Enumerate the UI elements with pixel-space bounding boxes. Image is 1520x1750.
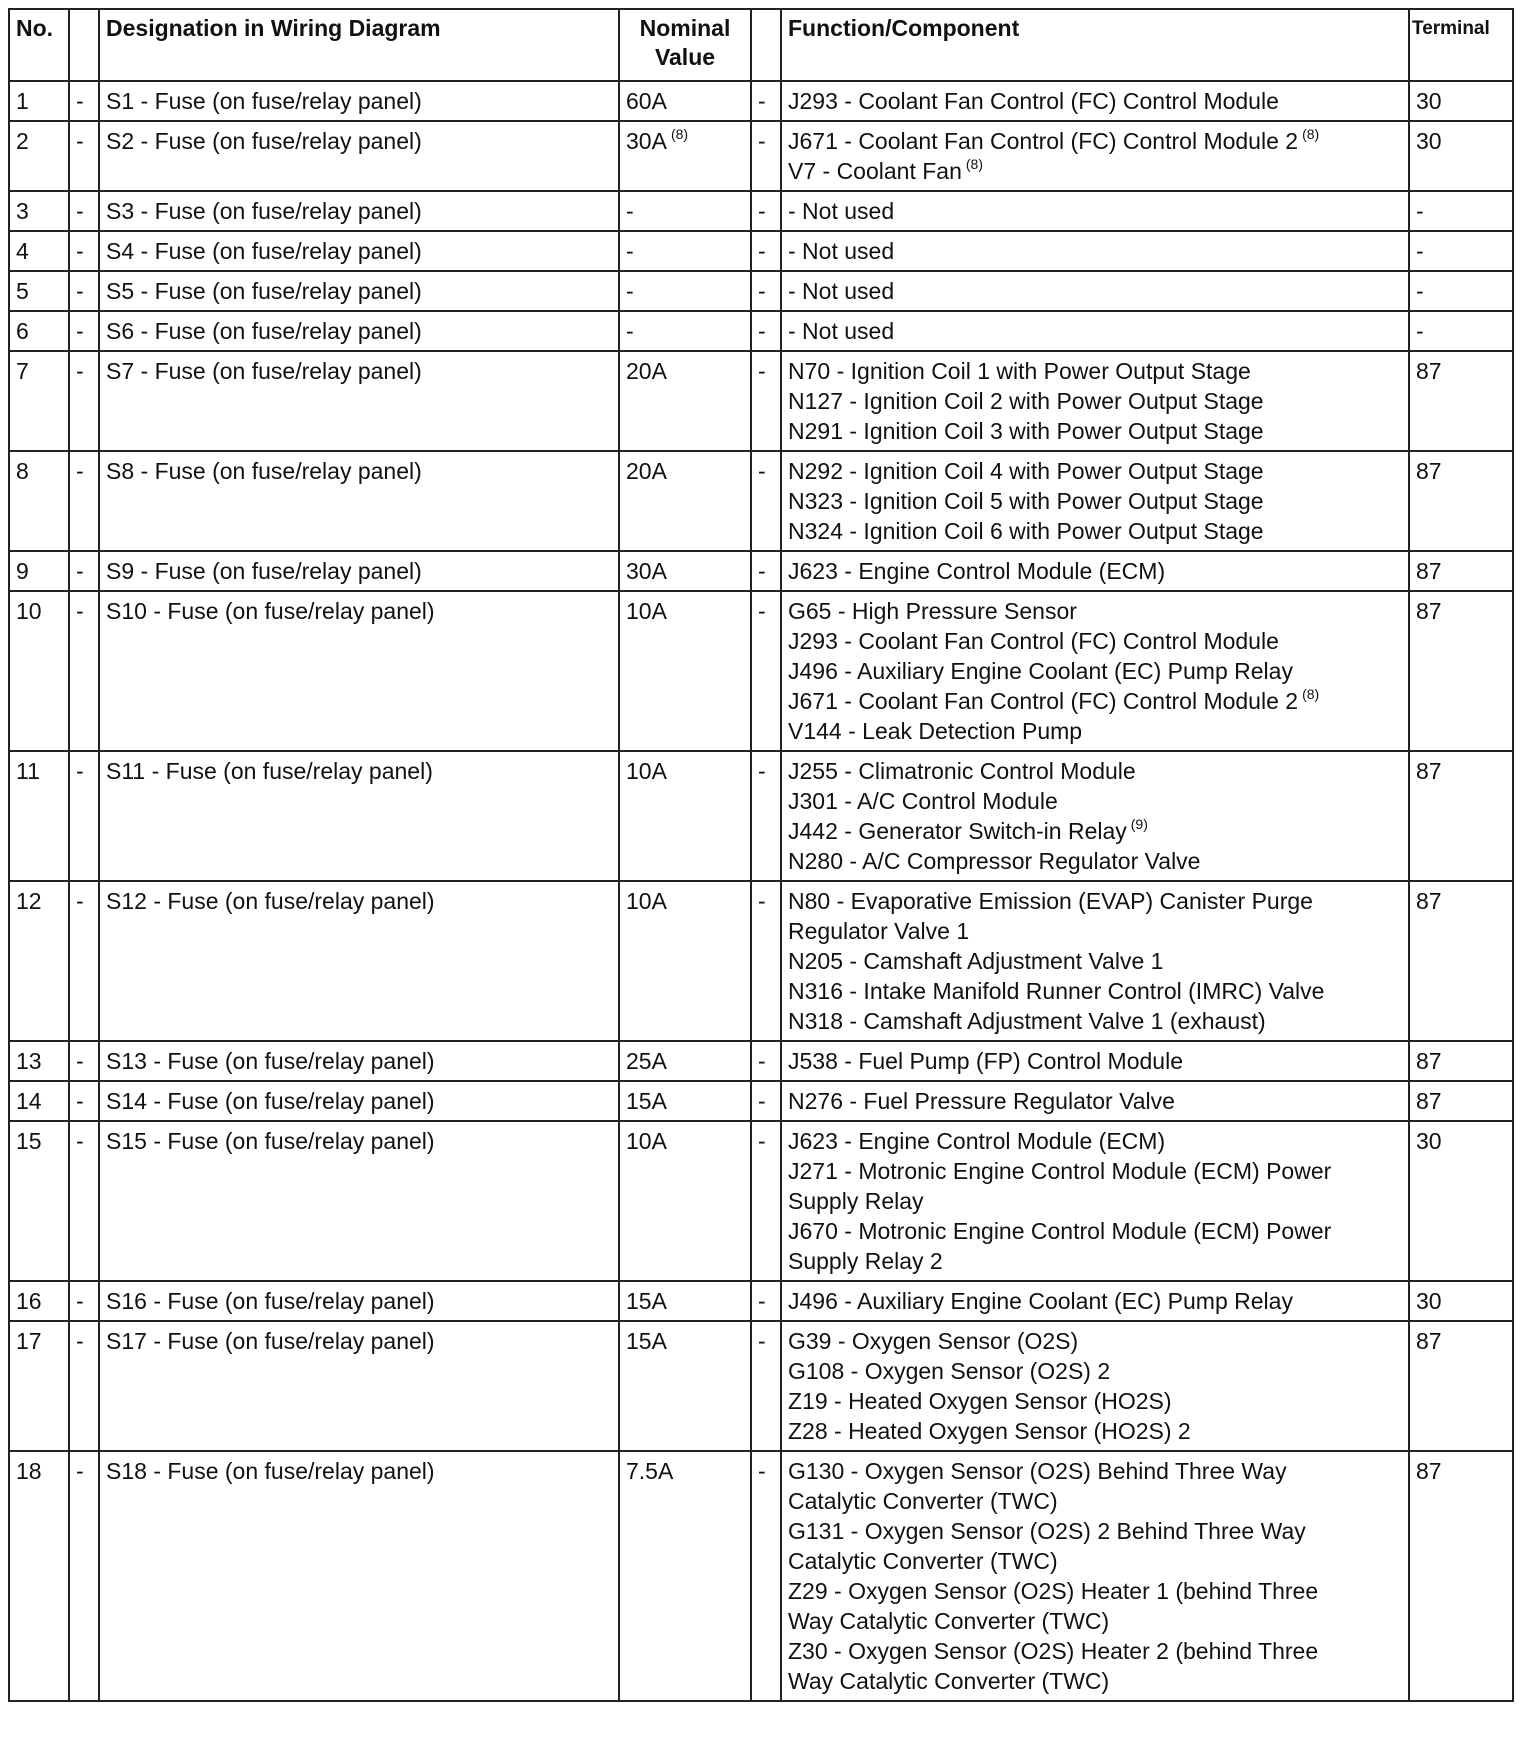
component-text: N80 - Evaporative Emission (EVAP) Canister Purge — [788, 888, 1313, 914]
separator-dash: - — [69, 551, 99, 591]
nominal-value: - — [626, 198, 634, 224]
separator-dash: - — [69, 231, 99, 271]
component-line — [788, 1636, 1402, 1666]
component-text: J538 - Fuel Pump (FP) Control Module — [788, 1048, 1183, 1074]
component-line — [788, 1216, 1402, 1246]
nominal-value-cell — [619, 1281, 751, 1321]
separator-dash: - — [69, 121, 99, 191]
nominal-value-cell — [619, 231, 751, 271]
nominal-value: 60A — [626, 88, 667, 114]
function-component-cell — [781, 271, 1409, 311]
component-line — [788, 386, 1402, 416]
nominal-value-cell — [619, 591, 751, 751]
table-row — [9, 121, 1513, 191]
table-row — [9, 1451, 1513, 1701]
component-line — [788, 156, 1402, 186]
table-row — [9, 231, 1513, 271]
component-text: G39 - Oxygen Sensor (O2S) — [788, 1328, 1079, 1354]
separator-dash: - — [751, 231, 781, 271]
header-designation: Designation in Wiring Diagram — [99, 9, 619, 81]
separator-dash: - — [751, 881, 781, 1041]
nominal-value-cell — [619, 551, 751, 591]
component-text: G130 - Oxygen Sensor (O2S) Behind Three Way — [788, 1458, 1287, 1484]
component-text: J255 - Climatronic Control Module — [788, 758, 1136, 784]
component-line — [788, 976, 1402, 1006]
separator-dash: - — [751, 311, 781, 351]
component-text: - Not used — [788, 318, 895, 344]
component-text: G65 - High Pressure Sensor — [788, 598, 1077, 624]
component-line — [788, 1386, 1402, 1416]
component-line — [788, 1456, 1402, 1486]
separator-dash: - — [751, 1451, 781, 1701]
component-footnote: (9) — [1130, 816, 1148, 832]
component-line — [788, 1416, 1402, 1446]
terminal-value: 30 — [1409, 1121, 1513, 1281]
component-text: Way Catalytic Converter (TWC) — [788, 1668, 1110, 1694]
separator-dash: - — [751, 351, 781, 451]
terminal-value: 87 — [1409, 591, 1513, 751]
row-number: 9 — [9, 551, 69, 591]
nominal-value-cell — [619, 451, 751, 551]
component-text: J671 - Coolant Fan Control (FC) Control Module 2 — [788, 128, 1299, 154]
component-line — [788, 196, 1402, 226]
component-line — [788, 1576, 1402, 1606]
separator-dash: - — [69, 881, 99, 1041]
header-function: Function/Component — [781, 9, 1409, 81]
component-line — [788, 486, 1402, 516]
table-row — [9, 311, 1513, 351]
row-number: 6 — [9, 311, 69, 351]
component-line — [788, 1606, 1402, 1636]
component-text: N316 - Intake Manifold Runner Control (IMRC) Valve — [788, 978, 1325, 1004]
function-component-cell — [781, 1281, 1409, 1321]
fuse-designation: S3 - Fuse (on fuse/relay panel) — [99, 191, 619, 231]
component-line — [788, 596, 1402, 626]
fuse-designation: S16 - Fuse (on fuse/relay panel) — [99, 1281, 619, 1321]
separator-dash: - — [751, 751, 781, 881]
component-text: Regulator Valve 1 — [788, 918, 970, 944]
separator-dash: - — [69, 1081, 99, 1121]
component-line — [788, 416, 1402, 446]
component-line — [788, 1286, 1402, 1316]
terminal-value: 87 — [1409, 1041, 1513, 1081]
table-row — [9, 351, 1513, 451]
function-component-cell — [781, 81, 1409, 121]
table-body — [9, 81, 1513, 1701]
separator-dash: - — [69, 351, 99, 451]
function-component-cell — [781, 311, 1409, 351]
component-text: J442 - Generator Switch-in Relay — [788, 818, 1127, 844]
terminal-value: 87 — [1409, 451, 1513, 551]
table-row — [9, 1041, 1513, 1081]
fuse-designation: S4 - Fuse (on fuse/relay panel) — [99, 231, 619, 271]
terminal-value: 87 — [1409, 751, 1513, 881]
component-line — [788, 1666, 1402, 1696]
nominal-value: 10A — [626, 888, 667, 914]
nominal-value: - — [626, 238, 634, 264]
component-text: J623 - Engine Control Module (ECM) — [788, 1128, 1166, 1154]
function-component-cell — [781, 551, 1409, 591]
table-row — [9, 271, 1513, 311]
component-line — [788, 1156, 1402, 1186]
component-text: N291 - Ignition Coil 3 with Power Output Stage — [788, 418, 1264, 444]
component-line — [788, 1326, 1402, 1356]
component-line — [788, 716, 1402, 746]
fuse-designation: S6 - Fuse (on fuse/relay panel) — [99, 311, 619, 351]
component-text: Supply Relay — [788, 1188, 924, 1214]
fuse-designation: S15 - Fuse (on fuse/relay panel) — [99, 1121, 619, 1281]
row-number: 10 — [9, 591, 69, 751]
nominal-value: - — [626, 278, 634, 304]
terminal-value: 30 — [1409, 1281, 1513, 1321]
row-number: 2 — [9, 121, 69, 191]
component-line — [788, 1246, 1402, 1276]
component-line — [788, 756, 1402, 786]
separator-dash: - — [69, 1121, 99, 1281]
nominal-value-cell — [619, 121, 751, 191]
nominal-value: 10A — [626, 598, 667, 624]
fuse-designation: S5 - Fuse (on fuse/relay panel) — [99, 271, 619, 311]
terminal-value: 87 — [1409, 1451, 1513, 1701]
component-text: N323 - Ignition Coil 5 with Power Output Stage — [788, 488, 1264, 514]
component-line — [788, 86, 1402, 116]
table-row — [9, 881, 1513, 1041]
fuse-designation: S8 - Fuse (on fuse/relay panel) — [99, 451, 619, 551]
nominal-value: 10A — [626, 758, 667, 784]
function-component-cell — [781, 1321, 1409, 1451]
header-nominal-value — [619, 9, 751, 81]
fuse-table — [8, 8, 1514, 1702]
component-line — [788, 1546, 1402, 1576]
component-line — [788, 126, 1402, 156]
terminal-value: - — [1409, 271, 1513, 311]
row-number: 5 — [9, 271, 69, 311]
separator-dash: - — [751, 591, 781, 751]
row-number: 4 — [9, 231, 69, 271]
nominal-value-cell — [619, 311, 751, 351]
component-text: J301 - A/C Control Module — [788, 788, 1058, 814]
nominal-value-cell — [619, 351, 751, 451]
separator-dash: - — [751, 191, 781, 231]
table-row — [9, 751, 1513, 881]
component-line — [788, 786, 1402, 816]
table-row — [9, 1281, 1513, 1321]
component-text: J293 - Coolant Fan Control (FC) Control Module — [788, 628, 1279, 654]
nominal-value: 15A — [626, 1088, 667, 1114]
separator-dash: - — [751, 551, 781, 591]
component-line — [788, 1486, 1402, 1516]
fuse-designation: S2 - Fuse (on fuse/relay panel) — [99, 121, 619, 191]
fuse-table-container — [8, 8, 1512, 1702]
component-line — [788, 1516, 1402, 1546]
table-row — [9, 451, 1513, 551]
component-line — [788, 886, 1402, 916]
header-nominal-line-1: Nominal — [639, 15, 731, 41]
fuse-designation: S17 - Fuse (on fuse/relay panel) — [99, 1321, 619, 1451]
nominal-value: 15A — [626, 1328, 667, 1354]
separator-dash: - — [69, 451, 99, 551]
function-component-cell — [781, 1041, 1409, 1081]
component-line — [788, 626, 1402, 656]
separator-dash: - — [751, 1321, 781, 1451]
separator-dash: - — [751, 271, 781, 311]
component-text: J293 - Coolant Fan Control (FC) Control Module — [788, 88, 1279, 114]
component-line — [788, 1046, 1402, 1076]
fuse-designation: S1 - Fuse (on fuse/relay panel) — [99, 81, 619, 121]
nominal-value-cell — [619, 271, 751, 311]
header-row — [9, 9, 1513, 81]
component-line — [788, 556, 1402, 586]
component-text: - Not used — [788, 238, 895, 264]
nominal-value: 30A — [626, 128, 667, 154]
fuse-designation: S7 - Fuse (on fuse/relay panel) — [99, 351, 619, 451]
terminal-value: 87 — [1409, 351, 1513, 451]
component-line — [788, 356, 1402, 386]
component-line — [788, 516, 1402, 546]
component-text: N70 - Ignition Coil 1 with Power Output Stage — [788, 358, 1251, 384]
terminal-value: 30 — [1409, 81, 1513, 121]
nominal-value-cell — [619, 81, 751, 121]
nominal-value-cell — [619, 881, 751, 1041]
component-text: V7 - Coolant Fan — [788, 158, 962, 184]
function-component-cell — [781, 351, 1409, 451]
component-line — [788, 276, 1402, 306]
component-line — [788, 1086, 1402, 1116]
row-number: 15 — [9, 1121, 69, 1281]
separator-dash: - — [69, 1281, 99, 1321]
function-component-cell — [781, 451, 1409, 551]
separator-dash: - — [751, 1121, 781, 1281]
table-row — [9, 81, 1513, 121]
nominal-footnote: (8) — [670, 126, 689, 142]
nominal-value: 30A — [626, 558, 667, 584]
component-text: J271 - Motronic Engine Control Module (ECM) Power — [788, 1158, 1332, 1184]
component-text: J670 - Motronic Engine Control Module (ECM) Power — [788, 1218, 1332, 1244]
table-row — [9, 1321, 1513, 1451]
terminal-value: 87 — [1409, 881, 1513, 1041]
fuse-designation: S9 - Fuse (on fuse/relay panel) — [99, 551, 619, 591]
nominal-value-cell — [619, 1081, 751, 1121]
terminal-value: - — [1409, 231, 1513, 271]
terminal-value: 87 — [1409, 551, 1513, 591]
component-text: J623 - Engine Control Module (ECM) — [788, 558, 1166, 584]
separator-dash: - — [69, 751, 99, 881]
component-text: N292 - Ignition Coil 4 with Power Output Stage — [788, 458, 1264, 484]
function-component-cell — [781, 121, 1409, 191]
separator-dash: - — [751, 451, 781, 551]
component-text: - Not used — [788, 278, 895, 304]
component-text: Way Catalytic Converter (TWC) — [788, 1608, 1110, 1634]
row-number: 8 — [9, 451, 69, 551]
terminal-value: 30 — [1409, 121, 1513, 191]
component-line — [788, 846, 1402, 876]
terminal-value: - — [1409, 311, 1513, 351]
component-line — [788, 1186, 1402, 1216]
component-line — [788, 686, 1402, 716]
component-text: G131 - Oxygen Sensor (O2S) 2 Behind Three Way — [788, 1518, 1306, 1544]
function-component-cell — [781, 591, 1409, 751]
component-text: Z28 - Heated Oxygen Sensor (HO2S) 2 — [788, 1418, 1191, 1444]
function-component-cell — [781, 1081, 1409, 1121]
nominal-value: 10A — [626, 1128, 667, 1154]
terminal-value: - — [1409, 191, 1513, 231]
nominal-value-cell — [619, 1121, 751, 1281]
component-line — [788, 916, 1402, 946]
row-number: 7 — [9, 351, 69, 451]
component-text: Z29 - Oxygen Sensor (O2S) Heater 1 (behind Three — [788, 1578, 1319, 1604]
component-text: Catalytic Converter (TWC) — [788, 1548, 1058, 1574]
separator-dash: - — [751, 1281, 781, 1321]
row-number: 3 — [9, 191, 69, 231]
table-row — [9, 1081, 1513, 1121]
function-component-cell — [781, 1451, 1409, 1701]
separator-dash: - — [69, 1451, 99, 1701]
separator-dash: - — [69, 1321, 99, 1451]
row-number: 13 — [9, 1041, 69, 1081]
component-line — [788, 816, 1402, 846]
table-row — [9, 1121, 1513, 1281]
component-footnote: (8) — [965, 156, 983, 172]
component-footnote: (8) — [1302, 686, 1320, 702]
component-text: Z19 - Heated Oxygen Sensor (HO2S) — [788, 1388, 1172, 1414]
nominal-value-cell — [619, 191, 751, 231]
component-text: Supply Relay 2 — [788, 1248, 943, 1274]
fuse-designation: S13 - Fuse (on fuse/relay panel) — [99, 1041, 619, 1081]
separator-dash: - — [69, 1041, 99, 1081]
nominal-value: - — [626, 318, 634, 344]
row-number: 11 — [9, 751, 69, 881]
component-text: V144 - Leak Detection Pump — [788, 718, 1083, 744]
component-line — [788, 656, 1402, 686]
nominal-value: 7.5A — [626, 1458, 674, 1484]
separator-dash: - — [69, 311, 99, 351]
table-row — [9, 591, 1513, 751]
nominal-value-cell — [619, 1451, 751, 1701]
terminal-value: 87 — [1409, 1321, 1513, 1451]
nominal-value: 15A — [626, 1288, 667, 1314]
header-terminal: Terminal — [1409, 9, 1513, 81]
separator-dash: - — [69, 271, 99, 311]
component-line — [788, 316, 1402, 346]
component-text: N276 - Fuel Pressure Regulator Valve — [788, 1088, 1175, 1114]
function-component-cell — [781, 231, 1409, 271]
component-text: J496 - Auxiliary Engine Coolant (EC) Pump Relay — [788, 658, 1293, 684]
function-component-cell — [781, 191, 1409, 231]
row-number: 12 — [9, 881, 69, 1041]
separator-dash: - — [69, 191, 99, 231]
component-text: Catalytic Converter (TWC) — [788, 1488, 1058, 1514]
component-line — [788, 1356, 1402, 1386]
header-no: No. — [9, 9, 69, 81]
function-component-cell — [781, 751, 1409, 881]
nominal-value: 20A — [626, 358, 667, 384]
fuse-designation: S11 - Fuse (on fuse/relay panel) — [99, 751, 619, 881]
header-nominal-line-2: Value — [654, 44, 716, 70]
terminal-value: 87 — [1409, 1081, 1513, 1121]
nominal-value-cell — [619, 1041, 751, 1081]
component-text: N205 - Camshaft Adjustment Valve 1 — [788, 948, 1164, 974]
nominal-value: 25A — [626, 1048, 667, 1074]
separator-dash: - — [69, 591, 99, 751]
row-number: 1 — [9, 81, 69, 121]
component-line — [788, 456, 1402, 486]
component-text: J496 - Auxiliary Engine Coolant (EC) Pump Relay — [788, 1288, 1293, 1314]
separator-dash: - — [751, 81, 781, 121]
separator-dash: - — [69, 81, 99, 121]
header-blank-2 — [751, 9, 781, 81]
component-text: Z30 - Oxygen Sensor (O2S) Heater 2 (behind Three — [788, 1638, 1319, 1664]
fuse-designation: S10 - Fuse (on fuse/relay panel) — [99, 591, 619, 751]
fuse-designation: S12 - Fuse (on fuse/relay panel) — [99, 881, 619, 1041]
component-footnote: (8) — [1302, 126, 1320, 142]
component-text: N127 - Ignition Coil 2 with Power Output Stage — [788, 388, 1264, 414]
row-number: 18 — [9, 1451, 69, 1701]
component-text: G108 - Oxygen Sensor (O2S) 2 — [788, 1358, 1111, 1384]
nominal-value: 20A — [626, 458, 667, 484]
component-line — [788, 236, 1402, 266]
separator-dash: - — [751, 1041, 781, 1081]
component-text: J671 - Coolant Fan Control (FC) Control Module 2 — [788, 688, 1299, 714]
function-component-cell — [781, 1121, 1409, 1281]
function-component-cell — [781, 881, 1409, 1041]
nominal-value-cell — [619, 751, 751, 881]
component-text: - Not used — [788, 198, 895, 224]
table-row — [9, 191, 1513, 231]
table-row — [9, 551, 1513, 591]
separator-dash: - — [751, 1081, 781, 1121]
component-line — [788, 1006, 1402, 1036]
header-blank-1 — [69, 9, 99, 81]
fuse-designation: S14 - Fuse (on fuse/relay panel) — [99, 1081, 619, 1121]
fuse-designation: S18 - Fuse (on fuse/relay panel) — [99, 1451, 619, 1701]
component-line — [788, 946, 1402, 976]
component-text: N318 - Camshaft Adjustment Valve 1 (exhaust) — [788, 1008, 1266, 1034]
row-number: 16 — [9, 1281, 69, 1321]
separator-dash: - — [751, 121, 781, 191]
component-text: N280 - A/C Compressor Regulator Valve — [788, 848, 1201, 874]
component-line — [788, 1126, 1402, 1156]
component-text: N324 - Ignition Coil 6 with Power Output Stage — [788, 518, 1264, 544]
row-number: 17 — [9, 1321, 69, 1451]
nominal-value-cell — [619, 1321, 751, 1451]
row-number: 14 — [9, 1081, 69, 1121]
